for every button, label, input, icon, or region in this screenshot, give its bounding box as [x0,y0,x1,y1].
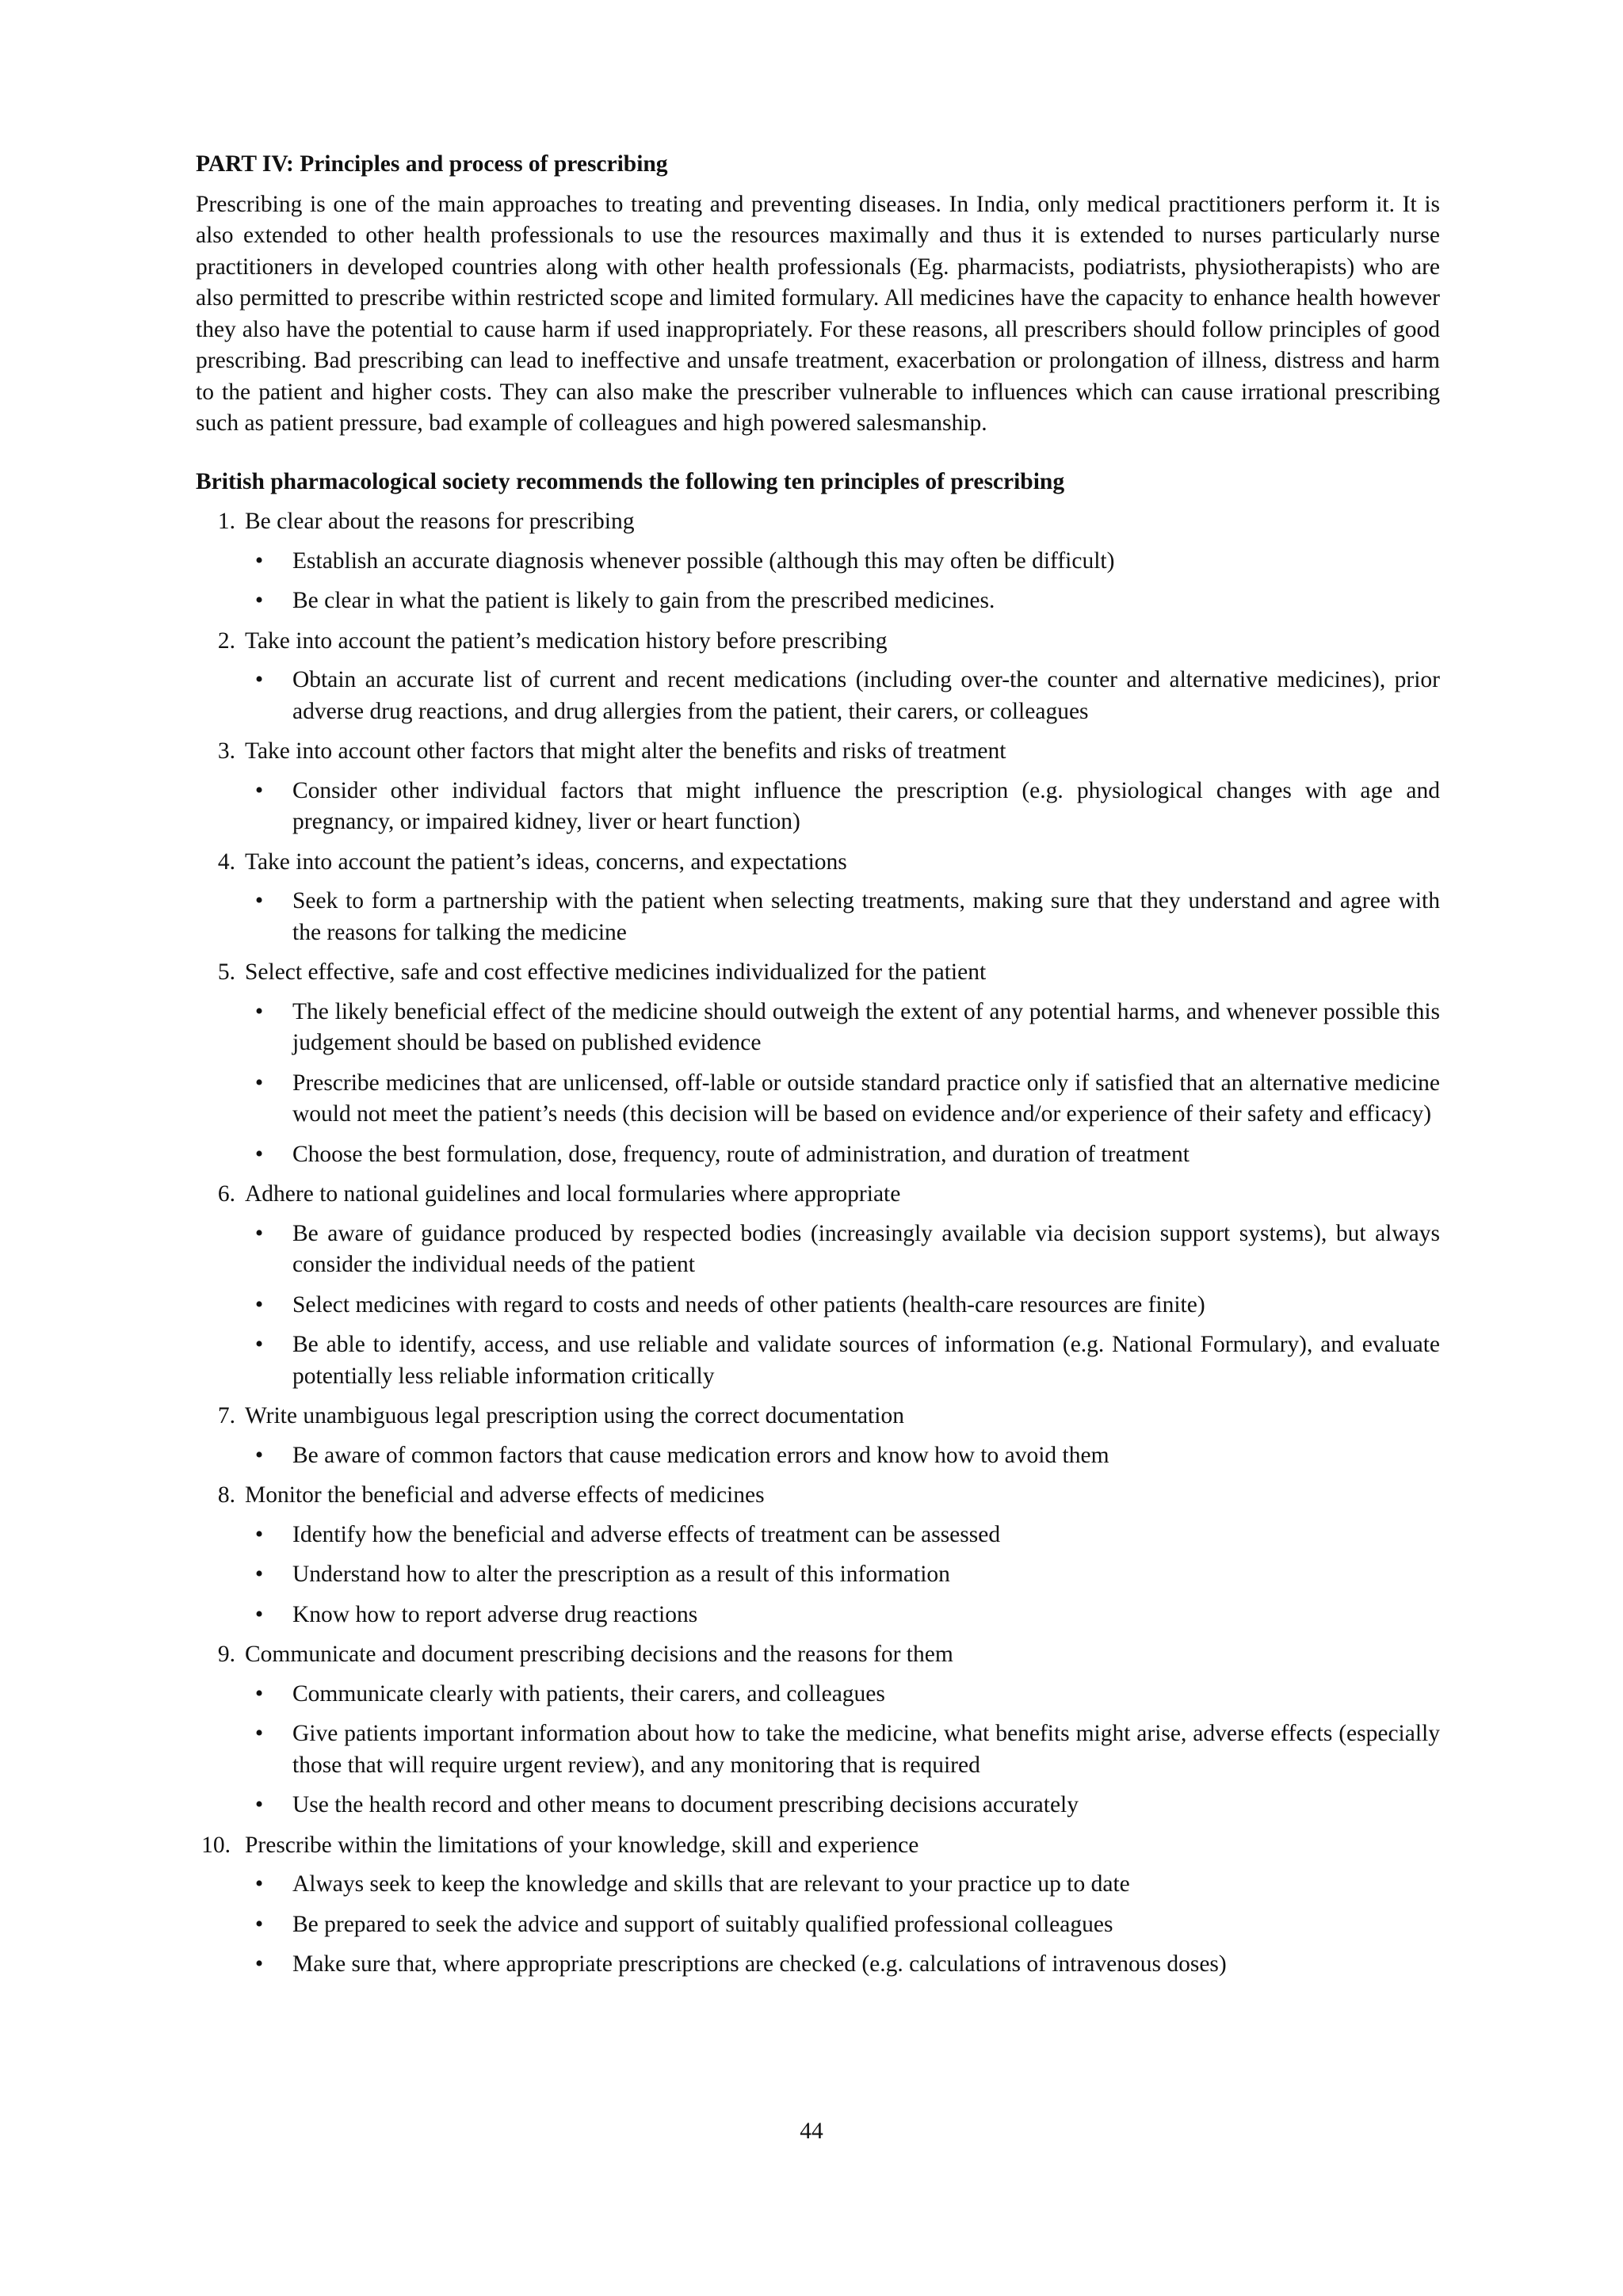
principle-number: 8. [217,1482,235,1508]
page-number: 44 [800,2119,823,2144]
bullet-item [245,997,1440,1059]
principle-bullet-list [245,1219,1440,1393]
principle-item [196,1480,1440,1630]
principle-number: 6. [217,1181,235,1207]
bullet-text: Give patients important information about how to take the medicine, what benefits might arise, adverse effects (especially those that will require urgent review), and any monitoring that is required [292,1721,1440,1778]
bullet-dot-icon: • [254,1871,264,1897]
bullet-text: Identify how the beneficial and adverse effects of treatment can be assessed [292,1521,1001,1547]
principle-item [196,626,1440,728]
bullet-dot-icon: • [254,1680,264,1707]
bullet-text: Communicate clearly with patients, their carers, and colleagues [292,1680,885,1707]
bullet-item [245,1219,1440,1281]
principles-subheading: British pharmacological society recommends the following ten principles of prescribing [196,468,1065,494]
principle-bullet-list [245,997,1440,1171]
bullet-item [245,1559,1440,1591]
principle-number: 4. [217,849,235,875]
bullet-item [245,665,1440,727]
principle-item [196,736,1440,838]
bullet-item [245,1679,1440,1711]
principle-bullet-list [245,665,1440,727]
bullet-text: Choose the best formulation, dose, frequency, route of administration, and duration of treatment [292,1141,1190,1167]
principle-text: Take into account other factors that might alter the benefits and risks of treatment [245,738,1006,764]
bullet-dot-icon: • [254,1721,264,1746]
section-heading: PART IV: Principles and process of prescribing [196,151,668,177]
bullet-dot-icon: • [254,1070,264,1096]
principle-number: 7. [217,1403,235,1428]
principle-text: Be clear about the reasons for prescribing [245,509,635,534]
bullet-item [245,1790,1440,1821]
bullet-dot-icon: • [254,777,264,803]
bullet-item [245,1139,1440,1171]
principle-bullet-list [245,1679,1440,1821]
bullet-item [245,1909,1440,1941]
bullet-dot-icon: • [254,667,264,692]
bullet-item [245,776,1440,838]
bullet-text: The likely beneficial effect of the medicine should outweigh the extent of any potential harms, and whenever possible this judgement should be based on published evidence [292,998,1440,1055]
bullet-text: Use the health record and other means to document prescribing decisions accurately [292,1792,1079,1817]
principle-number: 10. [201,1832,231,1858]
bullet-dot-icon: • [254,1601,264,1627]
principle-item [196,957,1440,1170]
bullet-text: Obtain an accurate list of current and recent medications (including over-the counter and alternative medicines), prior adverse drug reactions, and drug allergies from the patient, their carers, or colleagues [292,667,1440,724]
bullet-text: Be aware of common factors that cause medication errors and know how to avoid them [292,1442,1109,1468]
bullet-text: Know how to report adverse drug reactions [292,1601,698,1627]
bullet-dot-icon: • [254,1951,264,1977]
bullet-text: Be able to identify, access, and use reliable and validate sources of information (e.g. National Formulary), and evaluate potentially less reliable information critically [292,1332,1440,1389]
bullet-dot-icon: • [254,1521,264,1547]
principle-text: Prescribe within the limitations of your knowledge, skill and experience [245,1832,919,1858]
bullet-dot-icon: • [254,888,264,913]
principle-text: Communicate and document prescribing decisions and the reasons for them [245,1642,953,1667]
principle-number: 2. [217,627,235,654]
bullet-item [245,1718,1440,1781]
bullet-dot-icon: • [254,1562,264,1587]
bullet-item [245,1329,1440,1392]
principle-number: 9. [217,1642,235,1667]
principle-text: Write unambiguous legal prescription using the correct documentation [245,1403,904,1428]
bullet-item [245,585,1440,617]
bullet-text: Establish an accurate diagnosis whenever possible (although this may often be difficult) [292,547,1115,574]
principles-list [196,506,1440,1981]
bullet-text: Prescribe medicines that are unlicensed, off-lable or outside standard practice only if satisfied that an alternative medicine would not meet the patient’s needs (this decision will be based on evidence and/or experience of their safety and efficacy) [292,1070,1440,1127]
principle-bullet-list [245,1869,1440,1981]
bullet-item [245,1869,1440,1901]
bullet-item [245,1440,1440,1472]
bullet-text: Be aware of guidance produced by respected bodies (increasingly available via decision support systems), but always consider the individual needs of the patient [292,1220,1440,1277]
bullet-dot-icon: • [254,1220,264,1246]
bullet-dot-icon: • [254,1332,264,1357]
bullet-dot-icon: • [254,1291,264,1318]
bullet-dot-icon: • [254,547,264,574]
principle-number: 3. [217,738,235,764]
principle-text: Select effective, safe and cost effective medicines individualized for the patient [245,959,987,985]
bullet-dot-icon: • [254,588,264,613]
principle-text: Adhere to national guidelines and local formularies where appropriate [245,1181,901,1207]
bullet-item [245,886,1440,948]
bullet-item [245,1949,1440,1981]
bullet-item [245,1600,1440,1631]
principle-bullet-list [245,886,1440,948]
bullet-text: Make sure that, where appropriate prescriptions are checked (e.g. calculations of intravenous doses) [292,1951,1227,1977]
bullet-text: Be clear in what the patient is likely to gain from the prescribed medicines. [292,588,995,613]
principle-item [196,506,1440,617]
bullet-dot-icon: • [254,1792,264,1817]
principle-item [196,1179,1440,1392]
bullet-text: Seek to form a partnership with the patient when selecting treatments, making sure that they understand and agree with the reasons for talking the medicine [292,888,1440,945]
principle-item [196,1830,1440,1981]
bullet-text: Be prepared to seek the advice and support of suitably qualified professional colleagues [292,1911,1113,1937]
principle-text: Take into account the patient’s ideas, concerns, and expectations [245,849,847,875]
bullet-text: Understand how to alter the prescription as a result of this information [292,1562,950,1587]
bullet-item [245,1520,1440,1551]
principle-text: Take into account the patient’s medication history before prescribing [245,627,888,654]
bullet-dot-icon: • [254,1442,264,1468]
principle-number: 5. [217,959,235,985]
document-page [196,149,1440,1989]
principle-bullet-list [245,1520,1440,1631]
bullet-item [245,546,1440,578]
bullet-dot-icon: • [254,998,264,1024]
principle-bullet-list [245,1440,1440,1472]
bullet-item [245,1290,1440,1322]
bullet-text: Consider other individual factors that might influence the prescription (e.g. physiological changes with age and pregnancy, or impaired kidney, liver or heart function) [292,777,1440,834]
bullet-dot-icon: • [254,1141,264,1167]
bullet-dot-icon: • [254,1911,264,1937]
principle-text: Monitor the beneficial and adverse effects of medicines [245,1482,765,1508]
principle-bullet-list [245,546,1440,617]
principle-number: 1. [217,509,235,534]
principle-item [196,847,1440,949]
bullet-text: Always seek to keep the knowledge and skills that are relevant to your practice up to date [292,1871,1130,1897]
principle-bullet-list [245,776,1440,838]
bullet-text: Select medicines with regard to costs and needs of other patients (health-care resources are finite) [292,1291,1205,1318]
intro-paragraph: Prescribing is one of the main approaches to treating and preventing diseases. In India, only medical practitioners perform it. It is also extended to other health professionals to use the resources maximally and thus it is extended to nurses particularly nurse practitioners in developed countries along with other health professionals (Eg. pharmacists, podiatrists, physiotherapists) who are also permitted to prescribe within restricted scope and limited formulary. All medicines have the capacity to enhance health however they also have the potential to cause harm if used inappropriately. For these reasons, all prescribers should follow principles of good prescribing. Bad prescribing can lead to ineffective and unsafe treatment, exacerbation or prolongation of illness, distress and harm to the patient and higher costs. They can also make the prescriber vulnerable to influences which can cause irrational prescribing such as patient pressure, bad example of colleagues and high powered salesmanship. [196,191,1440,436]
principle-item [196,1401,1440,1471]
principle-item [196,1639,1440,1821]
bullet-item [245,1068,1440,1131]
